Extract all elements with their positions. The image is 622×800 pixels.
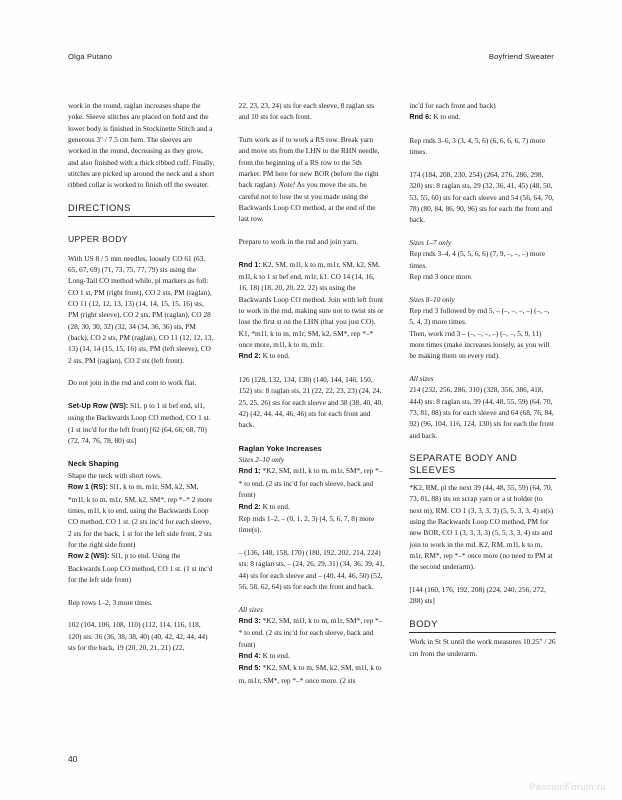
rnd1-label: Rnd 1: [238, 260, 261, 269]
raglan-rnd3-label: Rnd 3: [238, 616, 261, 625]
raglan-rnd6-paragraph [409, 111, 556, 123]
heading-directions: DIRECTIONS [68, 202, 215, 217]
raglan-rnd2-paragraph [239, 501, 386, 513]
running-head [68, 52, 554, 61]
raglan-rnd4-label: Rnd 4: [238, 651, 261, 660]
running-head-author: Olga Putano [68, 52, 113, 61]
raglan-rnd1-paragraph [239, 465, 386, 500]
rep-rnd-3-once: Rep rnd 3 once more. [409, 272, 473, 282]
heading-neck-shaping: Neck Shaping [68, 459, 119, 469]
sizes-8-10-note: Sizes 8–10 only [409, 294, 455, 304]
rnd2-text: K to end. [260, 351, 290, 361]
raglan-rnd3-paragraph [239, 615, 386, 650]
rnd1-paragraph [239, 259, 386, 351]
raglan-rnd1-text: *K2, SM, m1l, k to m, m1r, SM*, rep *–* to end. (2 sts inc'd for each sleeve, back and front) [238, 466, 383, 500]
running-head-title: Boyfriend Sweater [488, 52, 554, 61]
turn-work-paragraph [239, 134, 386, 225]
rnd2-paragraph [239, 350, 386, 362]
raglan-rnd4-text: K to end. [260, 650, 290, 660]
rep-rows-paragraph: Rep rows 1–2, 3 more times. [68, 597, 153, 607]
text-column-3 [409, 100, 556, 740]
setup-row-text: Sl1, p to 1 st bef end, sl1, using the Backwards Loop CO method, CO 1 st. (1 st inc'd for the left front) [62 (64, 66, 68, 70) (72, 74, 76, 78, 80) sts] [68, 401, 211, 446]
row1-label: Row 1 (RS): [68, 483, 108, 492]
text-column-1 [68, 100, 215, 740]
separate-stitch-count: [144 (160, 176, 192, 208) (224, 240, 256, 272, 288) sts] [409, 585, 546, 606]
prepare-paragraph: Prepare to work in the rnd and join yarn. [238, 237, 358, 247]
heading-raglan-yoke-increases: Raglan Yoke Increases [238, 443, 322, 453]
all-sizes-note-col2: All sizes [238, 604, 263, 614]
neck-shaping-intro: Shape the neck with short rows. [68, 470, 162, 480]
heading-body: BODY [409, 618, 556, 633]
sizes-1-7-note: Sizes 1–7 only [409, 237, 452, 247]
setup-row-paragraph [68, 400, 215, 446]
turn-work-text-a: Turn work as if to work a RS row. Break yarn and move sts from the LHN to the RHN needle, from the beginning of a RS row to the 5th marker. PM here for new BOR (before the right back raglan). [238, 134, 380, 190]
rnd2-label: Rnd 2: [238, 352, 261, 361]
rnd1-text: K2, SM, m1l, k to m, m1r, SM, k2, SM, m1l, k to 1 st bef end, m1r, k1. CO 14 (14, 16, 16, 18) (18, 20, 20, 22, 22) sts using the Backwards Loop CO method. Join with left front to work in the rnd, making sure not to twist sts or lose the first st on the LHN (that you just CO). K1, *m1l, k to m, m1r, SM, k2, SM*, rep *–* once more, m1l, k to m, m1r. [238, 259, 384, 350]
stitch-count-5: 214 (232, 256, 286, 310) (328, 356, 386, 418, 444) sts: 8 raglan sts, 39 (44, 48, 55, 59) (64, 70, 73, 81, 88) sts for each sleeve and 64 (68, 76, 84, 92) (96, 104, 116, 124, 130) sts for each the front and back. [409, 385, 554, 440]
page-number: 40 [68, 754, 78, 764]
rnd5-continued: inc'd for each front and back) [409, 101, 496, 110]
raglan-rnd6-label: Rnd 6: [409, 113, 432, 122]
do-not-join-paragraph: Do not join in the rnd and cont to work flat. [68, 378, 197, 388]
all-sizes-note-col3: All sizes [409, 374, 434, 384]
raglan-rnd1-label: Rnd 1: [238, 467, 261, 476]
row2-paragraph [68, 550, 215, 585]
separate-paragraph: *K2, RM, pl the next 39 (44, 48, 55, 59) (64, 70, 73, 81, 88) sts on scrap yarn or a st holder (to next m), RM. CO 1 (3, 3, 3, 3) (5, 5, 3, 3, 4) st(s) using the Backwards Loop CO method, PM for new BOR, CO 1 (3, 3, 3, 3) (5, 5, 3, 3, 4) sts and join to work in the rnd. K2, RM, m1l, k to m, m1r, RM*, rep *–* once more (no need to PM at the second underarm). [409, 483, 554, 572]
raglan-rnd3-text: *K2, SM, m1l, k to m, m1r, SM*, rep *–* to end. (2 sts inc'd for each sleeve, back and front) [238, 615, 383, 649]
raglan-rnd5-text: *K2, SM, k to m, SM, k2, SM, m1l, k to m, m1r, SM*, rep *–* once more. (2 sts [238, 663, 382, 685]
body-paragraph: Work in St St until the work measures 10.25" / 26 cm from the underarm. [409, 637, 556, 658]
stitch-count-3: – (136, 148, 158, 170) (180, 192, 202, 214, 224) sts: 8 raglan sts, – (24, 26, 29, 31) (34, 36, 39, 41, 44) sts for each sleeve and – (40, 44, 46, 50) (52, 56, 58, 62, 64) sts for each the front and back. [238, 547, 385, 591]
raglan-rnd4-paragraph [239, 650, 386, 662]
cast-on-paragraph: With US 8 / 5 mm needles, loosely CO 61 (63, 65, 67, 69) (71, 73, 75, 77, 79) sts using the Long-Tail CO method while, pl markers as foll: CO 1 st, PM (right front), CO 2 sts, PM (raglan), CO 11 (12, 12, 13, 13) (14, 14, 15, 15, 16) sts, PM (right sleeve), CO 2 sts, PM (raglan), CO 28 (28, 30, 30, 32) (32, 34 (34, 36, 36) sts, PM (back), CO 2 sts, PM (raglan), CO 11 (12, 12, 13, 13) (14, 14 (15, 15, 16) sts, PM (left sleeve), CO 2 sts, PM (raglan), CO 2 sts (left front). [68, 253, 214, 365]
raglan-rnd2-text: K to end. [260, 501, 290, 511]
row2-text: Sl1, p to end. Using the Backwards Loop CO method, CO 1 st. (1 st inc'd for the left side front) [68, 551, 213, 584]
raglan-rnd5-label: Rnd 5: [238, 664, 261, 673]
row1-text: Sl1, k to m, m1r, SM, k2, SM, *m1l, k to m, m1r, SM, k2, SM*, rep *–* 2 more times, m1l, k to end, using the Backwards Loop CO method, CO 1 st. (2 sts inc'd for each sleeve, 2 sts for the back, 1 st for the left side front, 2 sts for the right side front) [68, 482, 213, 549]
site-watermark: PassionForum.ru [529, 782, 606, 793]
intro-paragraph: work in the round, raglan increases shape the yoke. Sleeve stitches are placed on hold and the lower body is finished in Stockinette Stitch and a generous 3" / 7.5 cm hem. The sleeves are worked in the round, decreasing as they grow, and also finished with a thick ribbed cuff. Finally, stitches are picked up around the neck and a short ribbed collar is worked to finish off the sweater. [68, 101, 215, 190]
stitch-count-2: 126 (128, 132, 134, 138) (140, 144, 146, 150, 152) sts: 8 raglan sts, 21 (22, 22, 23, 23) (24, 24, 25, 25, 26) sts for each sleeve and 38 (38, 40, 40, 42) (42, 44, 44, 46, 46) sts for each front and back. [238, 375, 384, 430]
row2-label: Row 2 (WS): [68, 552, 110, 561]
text-column-2 [239, 100, 386, 740]
stitch-count-4: 174 (184, 208, 230, 254) (264, 276, 286, 298, 320) sts: 8 raglan sts, 29 (32, 36, 41, 45) (48, 50, 53, 55, 60) sts for each sleeve and 54 (56, 64, 70, 78) (80, 84, 86, 90, 96) sts for each the front and back. [409, 169, 554, 225]
turn-work-note: Note! [278, 180, 296, 190]
raglan-rnd6-text: K to end. [431, 112, 461, 122]
rep-rnds-paragraph: Rep rnds 1–2, – (0, 1, 2, 3) (4, 5, 6, 7, 8) more time(s). [238, 513, 375, 535]
raglan-rnd2-label: Rnd 2: [238, 502, 261, 511]
setup-row-label: Set-Up Row (WS): [68, 402, 129, 411]
stitch-count-continued: 22, 23, 23, 24) sts for each sleeve, 8 raglan sts and 10 sts for each front. [238, 101, 375, 122]
raglan-rnd5-paragraph [239, 662, 386, 686]
heading-separate-body-and-sleeves: SEPARATE BODY AND SLEEVES [409, 452, 556, 479]
row1-paragraph [68, 481, 215, 550]
rep-rnds-3-4: Rep rnds 3–4, 4 (5, 5, 6, 6) (7, 9, –, –, –) more times. [409, 249, 545, 270]
turn-work-text-b: As you move the sts, be careful not to lose the st you made using the Backwards Loop CO method, at the end of the last row. [238, 180, 376, 224]
column-layout [68, 100, 556, 740]
heading-upper-body: UPPER BODY [68, 234, 128, 245]
then-work-paragraph: Then, work rnd 3 – (–, –, –, –) (–, –, 5, 9, 11) more times (make increases loosely, as you will be making them on every rnd). [409, 328, 550, 361]
rep-rnd-3-followed: Rep rnd 3 followed by rnd 5, – (–, –, –, –) (–, –, 5, 4, 3) more times. [409, 306, 550, 327]
sizes-2-10-note: Sizes 2–10 only [238, 455, 285, 465]
rep-rnds-3-6: Rep rnds 3–6, 3 (3, 4, 5, 6) (6, 6, 6, 6, 7) more times. [409, 135, 545, 157]
stitch-count-1: 102 (104, 106, 108, 110) (112, 114, 116, 118, 120) sts: 36 (36, 38, 38, 40) (40, 42, 42, 44, 44) sts for the back, 19 (20, 20, 21, 21) (22, [68, 620, 208, 652]
